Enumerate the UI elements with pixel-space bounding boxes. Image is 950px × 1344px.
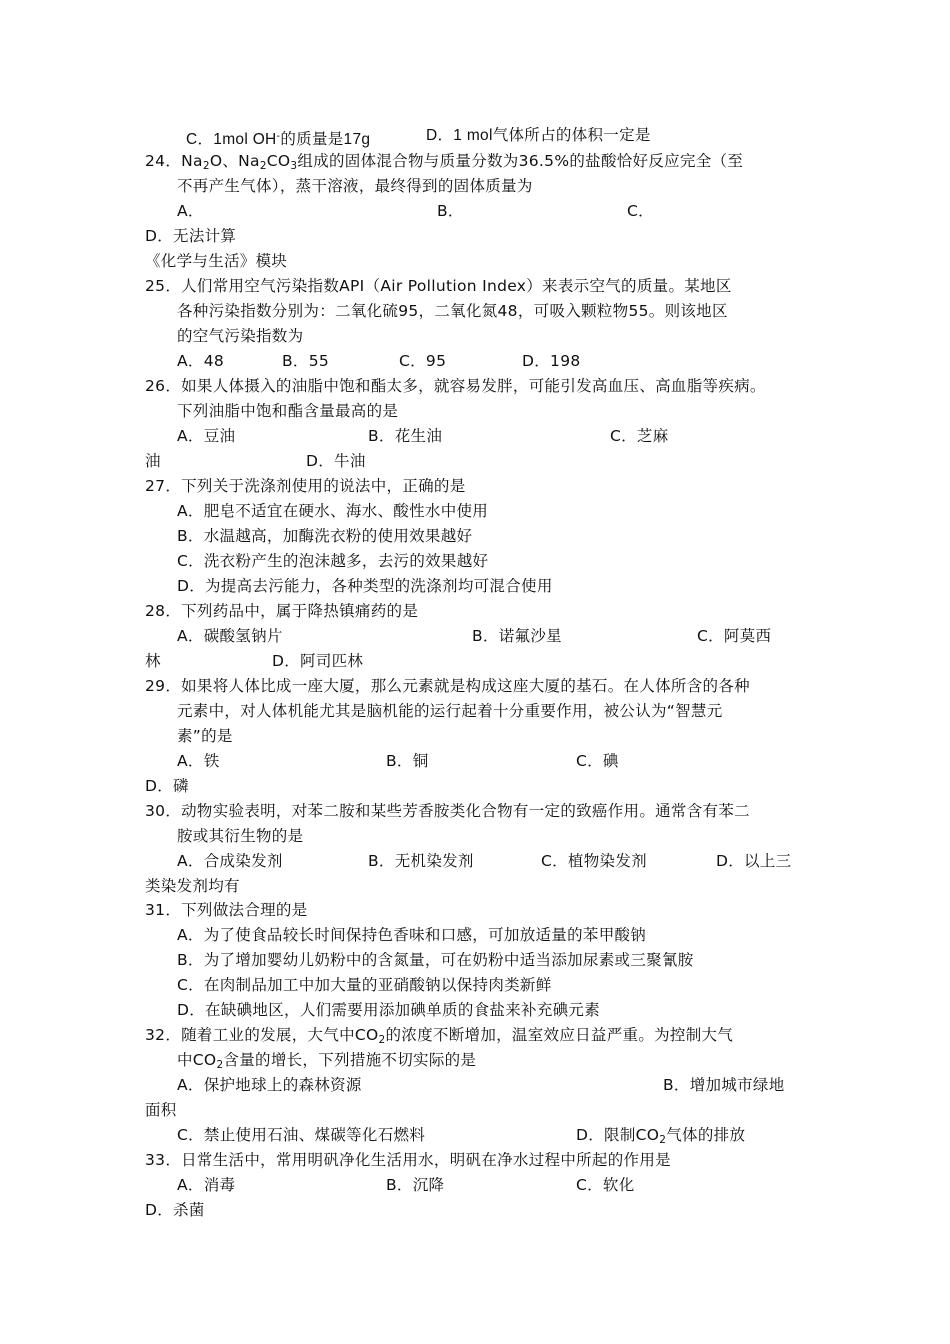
question-31-line1: 31．下列做法合理的是 <box>145 901 308 919</box>
option-32a: A．保护地球上的森林资源 <box>177 1076 362 1094</box>
option-text: C．1mol OH <box>186 131 277 148</box>
question-30-line1: 30．动物实验表明，对苯二胺和某些芳香胺类化合物有一定的致癌作用。通常含有苯二 <box>145 802 750 820</box>
option-31d: D．在缺碘地区，人们需要用添加碘单质的食盐来补充碘元素 <box>177 1001 601 1019</box>
question-text: 含量的增长，下列措施不切实际的是 <box>223 1051 477 1069</box>
option-25c: C．95 <box>399 352 447 370</box>
question-32-line2 <box>177 1050 476 1075</box>
subscript: 2 <box>378 1034 386 1046</box>
question-25-line2: 各种污染指数分别为：二氧化硫95，二氧化氮48，可吸入颗粒物55。则该地区 <box>177 302 728 320</box>
option-28b: B．诺氟沙星 <box>472 627 562 645</box>
question-27-line1: 27．下列关于洗涤剂使用的说法中，正确的是 <box>145 477 466 495</box>
question-30-line2: 胺或其衍生物的是 <box>177 827 304 845</box>
question-26-line2: 下列油脂中饱和酯含量最高的是 <box>177 402 399 420</box>
option-27a: A．肥皂不适宜在硬水、海水、酸性水中使用 <box>177 502 489 520</box>
question-29-line1: 29．如果将人体比成一座大厦，那么元素就是构成这座大厦的基石。在人体所含的各种 <box>145 677 750 695</box>
question-29-line3: 素”的是 <box>177 727 233 745</box>
question-text: 中CO <box>177 1051 217 1069</box>
option-29a: A．铁 <box>177 752 220 770</box>
option-33b: B．沉降 <box>386 1176 445 1194</box>
subscript: 2 <box>659 1134 667 1146</box>
option-30a: A．合成染发剂 <box>177 852 283 870</box>
option-24d: D．无法计算 <box>145 227 237 245</box>
question-25-line3: 的空气污染指数为 <box>177 327 304 345</box>
option-25b: B．55 <box>282 352 330 370</box>
superscript: - <box>276 130 281 142</box>
option-30c: C．植物染发剂 <box>541 852 647 870</box>
option-26d: D．牛油 <box>306 452 366 470</box>
option-26b: B．花生油 <box>368 427 443 445</box>
option-26c-wrap: 油 <box>145 452 161 470</box>
option-28c: C．阿莫西 <box>697 627 772 645</box>
question-text: 组成的固体混合物与质量分数为36.5%的盐酸恰好反应完全（至 <box>297 152 744 170</box>
option-23c <box>186 126 370 150</box>
formula-text: Na <box>181 152 203 170</box>
subscript: 3 <box>290 160 298 172</box>
subscript: 2 <box>202 160 210 172</box>
question-24-line1 <box>145 151 743 176</box>
question-text: 的浓度不断增加，温室效应日益严重。为控制大气 <box>385 1026 734 1044</box>
option-30b: B．无机染发剂 <box>368 852 474 870</box>
option-31b: B．为了增加婴幼儿奶粉中的含氮量，可在奶粉中适当添加尿素或三聚氰胺 <box>177 951 694 969</box>
question-24-line2: 不再产生气体），蒸干溶液，最终得到的固体质量为 <box>177 177 533 195</box>
question-33-line1: 33．日常生活中，常用明矾净化生活用水，明矾在净水过程中所起的作用是 <box>145 1151 671 1169</box>
option-28c-wrap: 林 <box>145 652 161 670</box>
question-25-line1: 25．人们常用空气污染指数API（Air Pollution Index）来表示空气的质量。某地区 <box>145 277 732 295</box>
question-text: 32．随着工业的发展，大气中CO <box>145 1026 379 1044</box>
option-32d <box>576 1125 745 1150</box>
formula-text: O、Na <box>209 152 260 170</box>
option-text: 的质量是17g <box>280 131 371 148</box>
option-31c: C．在肉制品加工中加大量的亚硝酸钠以保持肉类新鲜 <box>177 976 552 994</box>
option-24b: B． <box>437 202 464 220</box>
option-text: D．限制CO <box>576 1126 660 1144</box>
option-27c: C．洗衣粉产生的泡沫越多，去污的效果越好 <box>177 552 489 570</box>
option-text: 气体的排放 <box>666 1126 746 1144</box>
formula-text: CO <box>266 152 291 170</box>
option-33d: D．杀菌 <box>145 1201 205 1219</box>
option-24a: A． <box>177 202 204 220</box>
section-heading: 《化学与生活》模块 <box>145 252 288 270</box>
subscript: 2 <box>216 1059 224 1071</box>
option-29c: C．碘 <box>576 752 619 770</box>
option-24c: C． <box>627 202 654 220</box>
option-26c: C．芝麻 <box>610 427 669 445</box>
option-25a: A．48 <box>177 352 225 370</box>
subscript: 2 <box>259 160 267 172</box>
question-26-line1: 26．如果人体摄入的油脂中饱和酯太多，就容易发胖，可能引发高血压、高血脂等疾病。 <box>145 377 766 395</box>
question-number: 24． <box>145 152 182 170</box>
option-26a: A．豆油 <box>177 427 236 445</box>
option-33c: C．软化 <box>576 1176 635 1194</box>
question-29-line2: 元素中，对人体机能尤其是脑机能的运行起着十分重要作用，被公认为“智慧元 <box>177 702 723 720</box>
option-27b: B．水温越高，加酶洗衣粉的使用效果越好 <box>177 527 473 545</box>
option-28d: D．阿司匹林 <box>272 652 364 670</box>
option-33a: A．消毒 <box>177 1176 236 1194</box>
option-31a: A．为了使食品较长时间保持色香味和口感，可加放适量的苯甲酸钠 <box>177 926 647 944</box>
question-28-line1: 28．下列药品中，属于降热镇痛药的是 <box>145 602 419 620</box>
option-29b: B．铜 <box>386 752 429 770</box>
option-27d: D．为提高去污能力，各种类型的洗涤剂均可混合使用 <box>177 577 553 595</box>
option-29d: D．磷 <box>145 777 189 795</box>
option-32b: B．增加城市绿地 <box>663 1076 785 1094</box>
option-25d: D．198 <box>522 352 581 370</box>
option-32c: C．禁止使用石油、煤碳等化石燃料 <box>177 1126 426 1144</box>
option-30d: D．以上三 <box>716 852 792 870</box>
option-30d-wrap: 类染发剂均有 <box>145 877 240 895</box>
option-23d: D．1 mol气体所占的体积一定是 <box>426 127 651 144</box>
option-32b-wrap: 面积 <box>145 1101 177 1119</box>
option-28a: A．碳酸氢钠片 <box>177 627 283 645</box>
question-32-line1 <box>145 1025 733 1050</box>
